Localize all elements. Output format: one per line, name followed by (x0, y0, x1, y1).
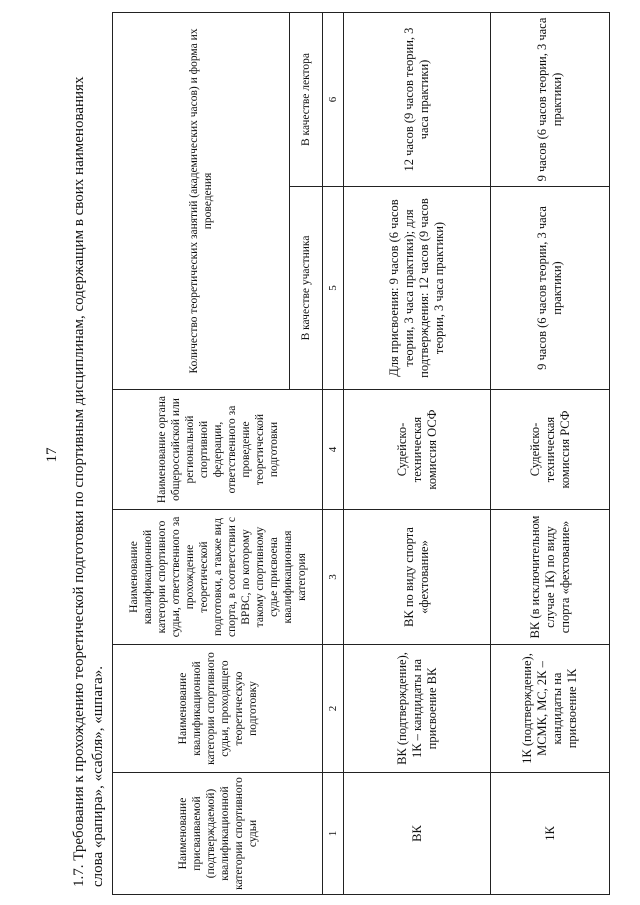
section-heading: 1.7. Требования к прохождению теоретической подготовки по спортивным дисциплинам, содержащим в своих наименованиях слова «рапира», «сабля», «шпага». (71, 76, 106, 887)
column-index: 5 (323, 187, 344, 390)
row-organ: Судейско-техническая комиссия РСФ (491, 390, 610, 510)
row-trainee: 1К (подтверждение), МСМК, МС, 2К – кандидаты на присвоение 1К (491, 645, 610, 773)
header-col56: Количество теоретических занятий (академических часов) и форма их проведения (113, 12, 290, 389)
column-index: 1 (323, 773, 344, 895)
table-row (344, 12, 491, 894)
column-index: 2 (323, 645, 344, 773)
row-lecturer-hours: 9 часов (6 часов теории, 3 часа практики) (491, 12, 610, 186)
column-index-row (323, 12, 344, 894)
row-category: 1К (491, 773, 610, 895)
requirements-table (112, 12, 610, 895)
header-col5: В качестве участника (290, 187, 323, 390)
row-responsible: ВК по виду спорта «фехтование» (344, 510, 491, 645)
column-index: 3 (323, 510, 344, 645)
row-category: ВК (344, 773, 491, 895)
header-col4: Наименование органа общероссийской или региональной спортивной федерации, ответственного за проведение теоретической подготовки (113, 390, 323, 510)
page-number: 17 (44, 447, 60, 463)
row-participant-hours: Для присвоения: 9 часов (6 часов теории, 3 часа практики); для подтверждения: 12 часов (9 часов теории, 3 часа практики) (344, 187, 491, 390)
table-header-row (113, 12, 290, 894)
row-lecturer-hours: 12 часов (9 часов теории, 3 часа практики) (344, 12, 491, 186)
header-col6: В качестве лектора (290, 12, 323, 186)
header-col2: Наименование квалификационной категории спортивного судьи, проходящего теоретическую подготовку (113, 645, 323, 773)
row-trainee: ВК (подтверждение), 1К – кандидаты на присвоение ВК (344, 645, 491, 773)
header-col3: Наименование квалификационной категории спортивного судьи, ответственного за прохождение теоретической подготовки, а также вид спорта, в соответствии с ВРВС, по которому такому спортивному судье присвоена квалификационная категория (113, 510, 323, 645)
row-organ: Судейско-техническая комиссия ОСФ (344, 390, 491, 510)
row-responsible: ВК (в исключительном случае 1К) по виду спорта «фехтование» (491, 510, 610, 645)
table-row (491, 12, 610, 894)
row-participant-hours: 9 часов (6 часов теории, 3 часа практики) (491, 187, 610, 390)
column-index: 6 (323, 12, 344, 186)
header-col1: Наименование присваиваемой (подтверждаемой) квалификационной категории спортивного судьи (113, 773, 323, 895)
column-index: 4 (323, 390, 344, 510)
